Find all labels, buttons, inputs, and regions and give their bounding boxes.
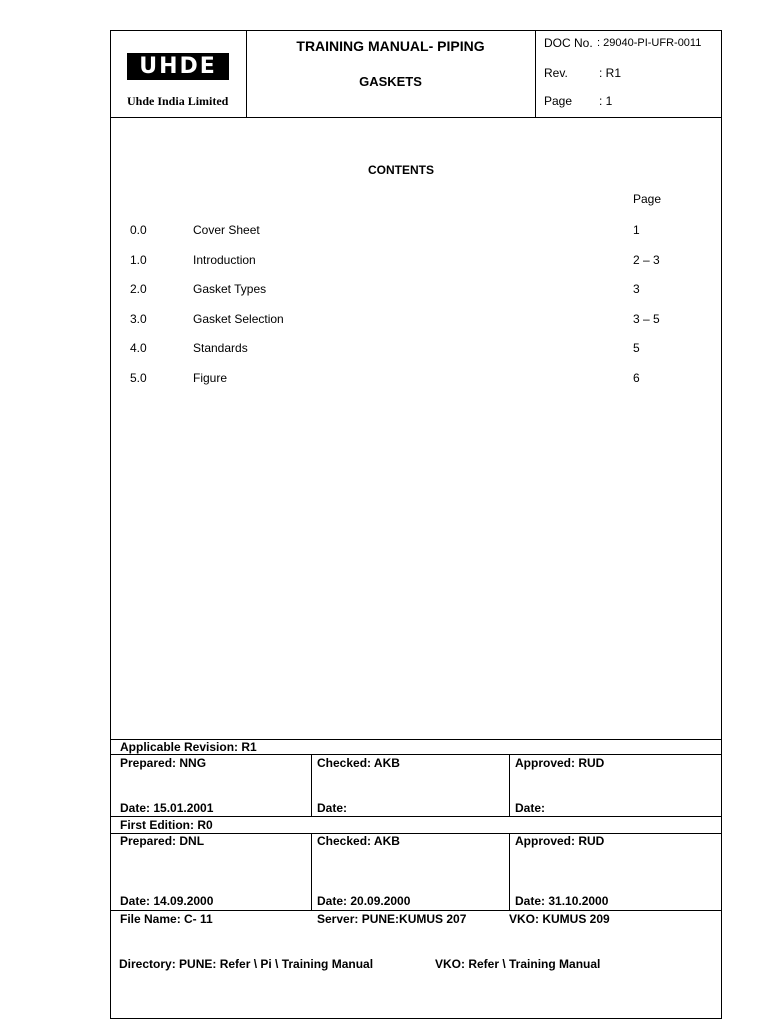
toc-number: 4.0 [130, 341, 147, 355]
toc-number: 0.0 [130, 223, 147, 237]
toc-page: 2 – 3 [633, 253, 660, 267]
toc-title: Standards [193, 341, 248, 355]
r0-date-approved: Date: 31.10.2000 [515, 894, 609, 908]
first-edition: First Edition: R0 [120, 818, 213, 832]
footer-rule [111, 910, 721, 911]
toc-title: Figure [193, 371, 228, 385]
toc-title: Gasket Types [193, 282, 267, 296]
contents-heading: CONTENTS [368, 163, 434, 177]
r1-date-prepared: Date: 15.01.2001 [120, 801, 214, 815]
doc-title: TRAINING MANUAL- PIPING [296, 38, 485, 54]
r0-date-prepared: Date: 14.09.2000 [120, 894, 214, 908]
document-page [110, 30, 722, 1019]
toc-page: 5 [633, 341, 640, 355]
server: Server: PUNE:KUMUS 207 [317, 912, 467, 926]
footer-col-divider [311, 754, 312, 816]
doc-no-value: : 29040-PI-UFR-0011 [597, 37, 702, 49]
footer-col-divider [509, 833, 510, 910]
file-name: File Name: C- 11 [120, 912, 213, 926]
doc-no-label: DOC No. [544, 36, 593, 50]
rev-value: : R1 [599, 66, 622, 80]
toc-page: 6 [633, 371, 640, 385]
contents-page-column-label: Page [633, 192, 662, 206]
doc-subtitle: GASKETS [359, 74, 422, 89]
toc-title: Introduction [193, 253, 256, 267]
page-label: Page [544, 94, 573, 108]
r0-approved: Approved: RUD [515, 834, 605, 848]
footer-rule [111, 816, 721, 817]
r1-date-approved: Date: [515, 801, 546, 815]
toc-title: Cover Sheet [193, 223, 260, 237]
toc-page: 1 [633, 223, 640, 237]
r0-date-checked: Date: 20.09.2000 [317, 894, 411, 908]
toc-page: 3 [633, 282, 640, 296]
footer-rule [111, 754, 721, 755]
header-bottom-rule [111, 117, 721, 118]
r1-prepared: Prepared: NNG [120, 756, 207, 770]
applicable-revision: Applicable Revision: R1 [120, 740, 257, 754]
footer-col-divider [311, 833, 312, 910]
header-divider-right [535, 31, 536, 117]
r0-prepared: Prepared: DNL [120, 834, 205, 848]
uhde-logo: UHDE [127, 53, 229, 80]
vko-directory: VKO: Refer \ Training Manual [435, 957, 601, 971]
toc-title: Gasket Selection [193, 312, 284, 326]
page-value: : 1 [599, 94, 613, 108]
r1-checked: Checked: AKB [317, 756, 400, 770]
rev-label: Rev. [544, 66, 568, 80]
toc-page: 3 – 5 [633, 312, 660, 326]
footer-col-divider [509, 754, 510, 816]
directory: Directory: PUNE: Refer \ Pi \ Training Manual [119, 957, 374, 971]
vko-server: VKO: KUMUS 209 [509, 912, 610, 926]
r0-checked: Checked: AKB [317, 834, 400, 848]
toc-number: 2.0 [130, 282, 147, 296]
r1-approved: Approved: RUD [515, 756, 605, 770]
toc-number: 5.0 [130, 371, 147, 385]
r1-date-checked: Date: [317, 801, 348, 815]
toc-number: 3.0 [130, 312, 147, 326]
toc-number: 1.0 [130, 253, 147, 267]
company-name: Uhde India Limited [127, 94, 229, 108]
